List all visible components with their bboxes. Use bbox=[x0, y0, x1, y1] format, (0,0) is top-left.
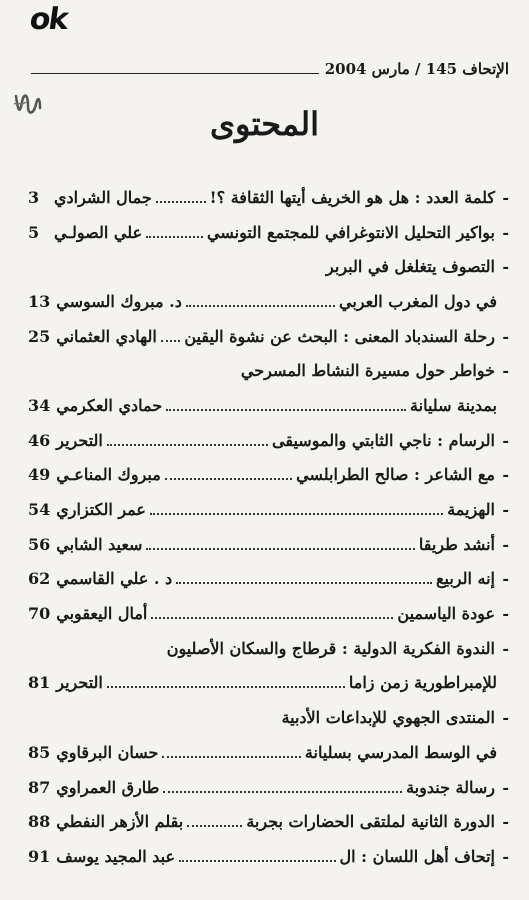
entry-title: عودة الياسمين bbox=[397, 604, 495, 624]
entry-title: في الوسط المدرسي بسليانة bbox=[304, 742, 497, 762]
entry-page-number: 13 bbox=[28, 291, 51, 311]
toc-entry bbox=[28, 492, 509, 527]
dot-leader bbox=[179, 859, 336, 862]
entry-page-number: 34 bbox=[28, 395, 51, 415]
entry-author: التحرير bbox=[56, 673, 103, 693]
toc-entry bbox=[28, 215, 509, 250]
entry-dash: - bbox=[502, 604, 509, 624]
entry-title: رحلة السندباد المعنى : البحث عن نشوة اليقين bbox=[184, 326, 495, 346]
dot-leader bbox=[107, 685, 345, 688]
dot-leader bbox=[150, 512, 443, 515]
dot-leader bbox=[163, 790, 402, 793]
entry-author: مبروك المناعـي bbox=[56, 465, 161, 485]
dot-leader bbox=[156, 200, 206, 203]
entry-title: الهزيمة bbox=[447, 500, 495, 520]
entry-dash: - bbox=[502, 222, 509, 242]
entry-author: عبد المجيد يوسف bbox=[56, 846, 175, 866]
entry-page-number: 62 bbox=[28, 569, 51, 589]
dot-leader bbox=[146, 235, 203, 238]
entry-page-number: 70 bbox=[28, 604, 51, 624]
entry-title: في دول المغرب العربي bbox=[338, 291, 497, 311]
entry-author: سعيد الشابي bbox=[56, 534, 143, 554]
dot-leader bbox=[161, 339, 181, 342]
toc-entry bbox=[28, 804, 509, 839]
toc-entry bbox=[28, 631, 509, 666]
entry-title: رسالة جندوبة bbox=[406, 777, 495, 797]
entry-author: حسان البرقاوي bbox=[56, 742, 159, 762]
entry-dash: - bbox=[502, 326, 509, 346]
entry-page-number: 88 bbox=[28, 812, 51, 832]
toc-entry bbox=[28, 319, 509, 354]
running-header bbox=[31, 50, 509, 78]
entry-author: بقلم الأزهر النفطي bbox=[56, 812, 184, 832]
entry-dash: - bbox=[502, 430, 509, 450]
page-title: المحتوى bbox=[209, 105, 320, 143]
entry-title: المنتدى الجهوي للإبداعات الأدبية bbox=[281, 708, 495, 728]
toc-entry bbox=[28, 388, 509, 423]
entry-dash: - bbox=[502, 361, 509, 381]
entry-page-number: 91 bbox=[28, 846, 51, 866]
toc-entry bbox=[28, 423, 509, 458]
toc-entry bbox=[28, 735, 509, 770]
entry-dash: - bbox=[502, 257, 509, 277]
entry-dash: - bbox=[502, 500, 509, 520]
entry-title: الندوة الفكرية الدولية : قرطاج والسكان الأصليون bbox=[166, 638, 495, 658]
dot-leader bbox=[151, 616, 393, 619]
entry-author: عمر الكتزاري bbox=[56, 500, 146, 520]
entry-dash: - bbox=[502, 846, 509, 866]
entry-author: حمادي العكرمي bbox=[56, 395, 163, 415]
entry-dash: - bbox=[502, 534, 509, 554]
table-of-contents bbox=[28, 180, 509, 874]
dot-leader bbox=[107, 443, 268, 446]
entry-page-number: 54 bbox=[28, 500, 51, 520]
toc-entry bbox=[28, 666, 509, 701]
entry-title: أنشد طريقا bbox=[418, 534, 495, 554]
toc-entry bbox=[28, 700, 509, 735]
dot-leader bbox=[187, 824, 242, 827]
entry-title: إتحاف أهل اللسان : ال bbox=[339, 846, 495, 866]
entry-page-number: 56 bbox=[28, 534, 51, 554]
toc-entry bbox=[28, 180, 509, 215]
toc-entry bbox=[28, 284, 509, 319]
entry-page-number: 3 bbox=[28, 187, 40, 207]
toc-entry bbox=[28, 839, 509, 874]
entry-title: للإمبراطورية زمن زاما bbox=[348, 673, 497, 693]
entry-dash: - bbox=[502, 638, 509, 658]
entry-page-number: 87 bbox=[28, 777, 51, 797]
entry-dash: - bbox=[502, 812, 509, 832]
entry-page-number: 25 bbox=[28, 326, 51, 346]
toc-entry bbox=[28, 353, 509, 388]
dot-leader bbox=[165, 477, 292, 480]
entry-title: الدورة الثانية لملتقى الحضارات بجربة bbox=[246, 812, 495, 832]
entry-dash: - bbox=[502, 569, 509, 589]
toc-entry bbox=[28, 770, 509, 805]
entry-dash: - bbox=[502, 465, 509, 485]
entry-title: الرسام : ناجي الثابتي والموسيقى bbox=[272, 430, 495, 450]
entry-page-number: 81 bbox=[28, 673, 51, 693]
entry-title: خواطر حول مسيرة النشاط المسرحي bbox=[240, 361, 495, 381]
toc-entry bbox=[28, 596, 509, 631]
dot-leader bbox=[176, 581, 432, 584]
dot-leader bbox=[166, 408, 406, 411]
entry-page-number: 5 bbox=[28, 222, 40, 242]
entry-title: بمدينة سليانة bbox=[410, 395, 497, 415]
entry-page-number: 85 bbox=[28, 742, 51, 762]
entry-author: التحرير bbox=[56, 430, 103, 450]
handwritten-mark: ok bbox=[27, 2, 70, 37]
entry-author: علي الصولـي bbox=[54, 222, 143, 242]
entry-title: إنه الربيع bbox=[436, 569, 495, 589]
entry-author: د . علي القاسمي bbox=[56, 569, 173, 589]
entry-page-number: 46 bbox=[28, 430, 51, 450]
header-rule bbox=[31, 73, 319, 74]
entry-title: مع الشاعر : صالح الطرابلسي bbox=[296, 465, 495, 485]
entry-page-number: 49 bbox=[28, 465, 51, 485]
toc-entry bbox=[28, 527, 509, 562]
entry-title: بواكير التحليل الانتوغرافي للمجتمع التونسي bbox=[207, 222, 495, 242]
entry-dash: - bbox=[502, 187, 509, 207]
entry-title: كلمة العدد : هل هو الخريف أيتها الثقافة ؟! bbox=[209, 187, 495, 207]
toc-entry bbox=[28, 249, 509, 284]
toc-entry bbox=[28, 458, 509, 493]
entry-author: أمال اليعقوبي bbox=[56, 604, 148, 624]
dot-leader bbox=[162, 755, 301, 758]
entry-author: الهادي العثماني bbox=[56, 326, 157, 346]
entry-author: جمال الشرادي bbox=[54, 187, 152, 207]
dot-leader bbox=[146, 547, 414, 550]
entry-dash: - bbox=[502, 777, 509, 797]
entry-title: التصوف يتغلغل في البربر bbox=[326, 257, 495, 277]
issue-info: الإتحاف 145 / مارس 2004 bbox=[324, 60, 509, 78]
entry-dash: - bbox=[502, 708, 509, 728]
dot-leader bbox=[186, 304, 335, 307]
entry-author: د. مبروك السوسي bbox=[56, 291, 182, 311]
entry-author: طارق العمراوي bbox=[56, 777, 160, 797]
toc-entry bbox=[28, 562, 509, 597]
